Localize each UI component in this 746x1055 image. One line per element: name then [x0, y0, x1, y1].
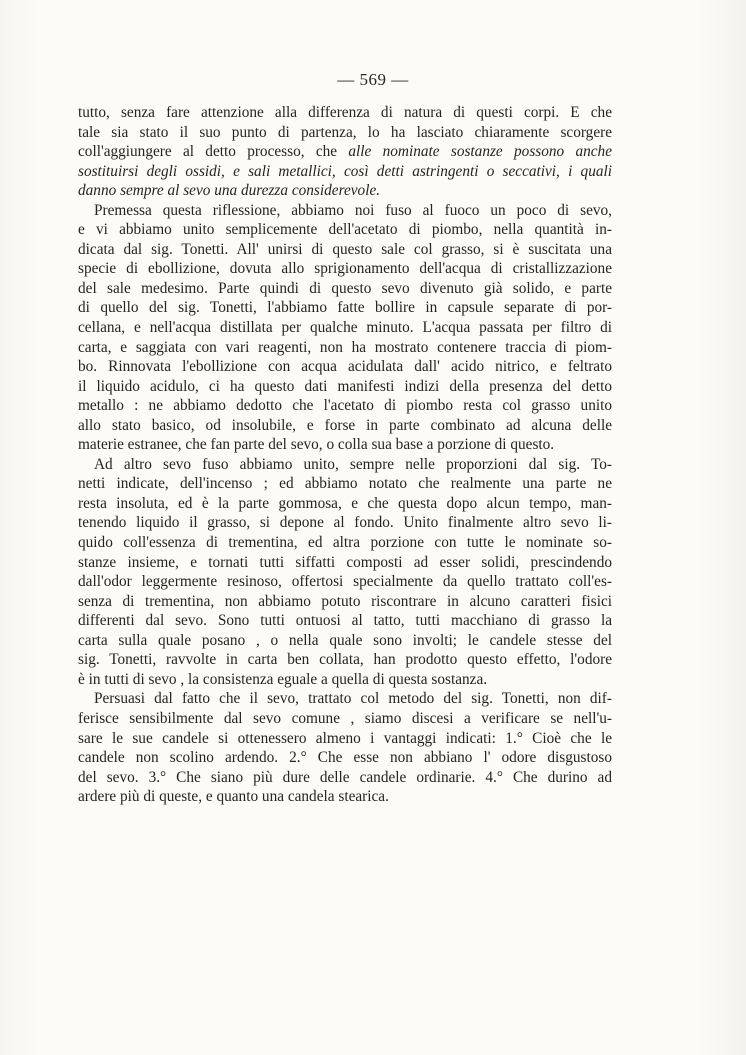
text-line: bo. Rinnovata l'ebollizione con acqua acidulata dall' acido nitrico, e feltrato [78, 358, 612, 376]
text-line: carta, e saggiata con vari reagenti, non ha mostrato contenere traccia di piom- [78, 338, 612, 356]
text-line: ardere più di queste, e quanto una candela stearica. [78, 788, 389, 806]
text-line: il liquido acidulo, ci ha questo dati manifesti indizi della presenza del detto [78, 377, 612, 395]
paragraph [78, 201, 612, 455]
paragraph [78, 455, 612, 690]
text-line: tale sia stato il suo punto di partenza, lo ha lasciato chiaramente scorgere [78, 123, 612, 141]
text-line: danno sempre al sevo una durezza considerevole. [78, 182, 381, 200]
text-line: Premessa questa riflessione, abbiamo noi fuso al fuoco un poco di sevo, [94, 201, 612, 219]
text-line: sig. Tonetti, ravvolte in carta ben collata, han prodotto questo effetto, l'odore [78, 651, 612, 669]
text-line: materie estranee, che fan parte del sevo, o colla sua base a porzione di questo. [78, 436, 555, 454]
text-line: ferisce sensibilmente dal sevo comune , siamo discesi a verificare se nell'u- [78, 709, 612, 727]
body-text [78, 103, 612, 807]
text-line: sare le sue candele si ottenessero almeno i vantaggi indicati: 1.° Cioè che le [78, 729, 612, 747]
text-line: quido coll'essenza di trementina, ed altra porzione con tutte le nominate so- [78, 534, 612, 552]
page-number: — 569 — [337, 70, 409, 89]
text-line: specie di ebollizione, dovuta allo sprigionamento dell'acqua di cristallizzazione [78, 260, 612, 278]
text-line: metallo : ne abbiamo dedotto che l'acetato di piombo resta col grasso unito [78, 397, 612, 415]
text-line: di quello del sig. Tonetti, l'abbiamo fatte bollire in capsule separate di por- [78, 299, 612, 317]
text-line: Persuasi dal fatto che il sevo, trattato col metodo del sig. Tonetti, non dif- [94, 690, 612, 708]
text-line: candele non scolino ardendo. 2.° Che esse non abbiano l' odore disgustoso [78, 749, 612, 767]
text-line: tenendo liquido il grasso, si depone al fondo. Unito finalmente altro sevo li- [78, 514, 612, 532]
text-line: carta sulla quale posano , o nella quale sono involti; le candele stesse del [78, 631, 612, 649]
text-line: resta insoluta, ed è la parte gommosa, e che questa dopo alcun tempo, man- [78, 494, 612, 512]
paragraph [78, 689, 612, 806]
text-line: cellana, e nell'acqua distillata per qualche minuto. L'acqua passata per filtro di [78, 319, 612, 337]
text-line: del sale medesimo. Parte quindi di questo sevo divenuto già solido, e parte [78, 279, 612, 297]
text-line: del sevo. 3.° Che siano più dure delle candele ordinarie. 4.° Che durino ad [78, 768, 612, 786]
text-line: stanze insieme, e tornati tutti siffatti composti ad esser solidi, prescindendo [78, 553, 612, 571]
text-line: coll'aggiungere al detto processo, che alle nominate sostanze possono anche [78, 143, 612, 161]
text-line: dicata dal sig. Tonetti. All' unirsi di questo sale col grasso, si è suscitata una [78, 240, 612, 258]
text-line: è in tutti di sevo , la consistenza eguale a quella di questa sostanza. [78, 670, 488, 688]
paragraph [78, 103, 612, 201]
text-line: Ad altro sevo fuso abbiamo unito, sempre nelle proporzioni dal sig. To- [94, 455, 612, 473]
text-line: differenti dal sevo. Sono tutti ontuosi al tatto, tutti macchiano di grasso la [78, 612, 612, 630]
text-line: sostituirsi degli ossidi, e sali metallici, così detti astringenti o seccativi, i quali [78, 162, 612, 180]
text-line: allo stato basico, od insolubile, e forse in parte combinato ad alcuna delle [78, 416, 612, 434]
text-line: tutto, senza fare attenzione alla differenza di natura di questi corpi. E che [78, 104, 612, 121]
text-line: dall'odor leggermente resinoso, offertosi specialmente da quello trattato coll'es- [78, 573, 612, 591]
text-line: e vi abbiamo unito semplicemente dell'acetato di piombo, nella quantità in- [78, 221, 612, 239]
text-line: senza di trementina, non abbiamo potuto riscontrare in alcuno caratteri fisici [78, 592, 612, 610]
text-line: netti indicate, dell'incenso ; ed abbiamo notato che realmente una parte ne [78, 475, 612, 493]
